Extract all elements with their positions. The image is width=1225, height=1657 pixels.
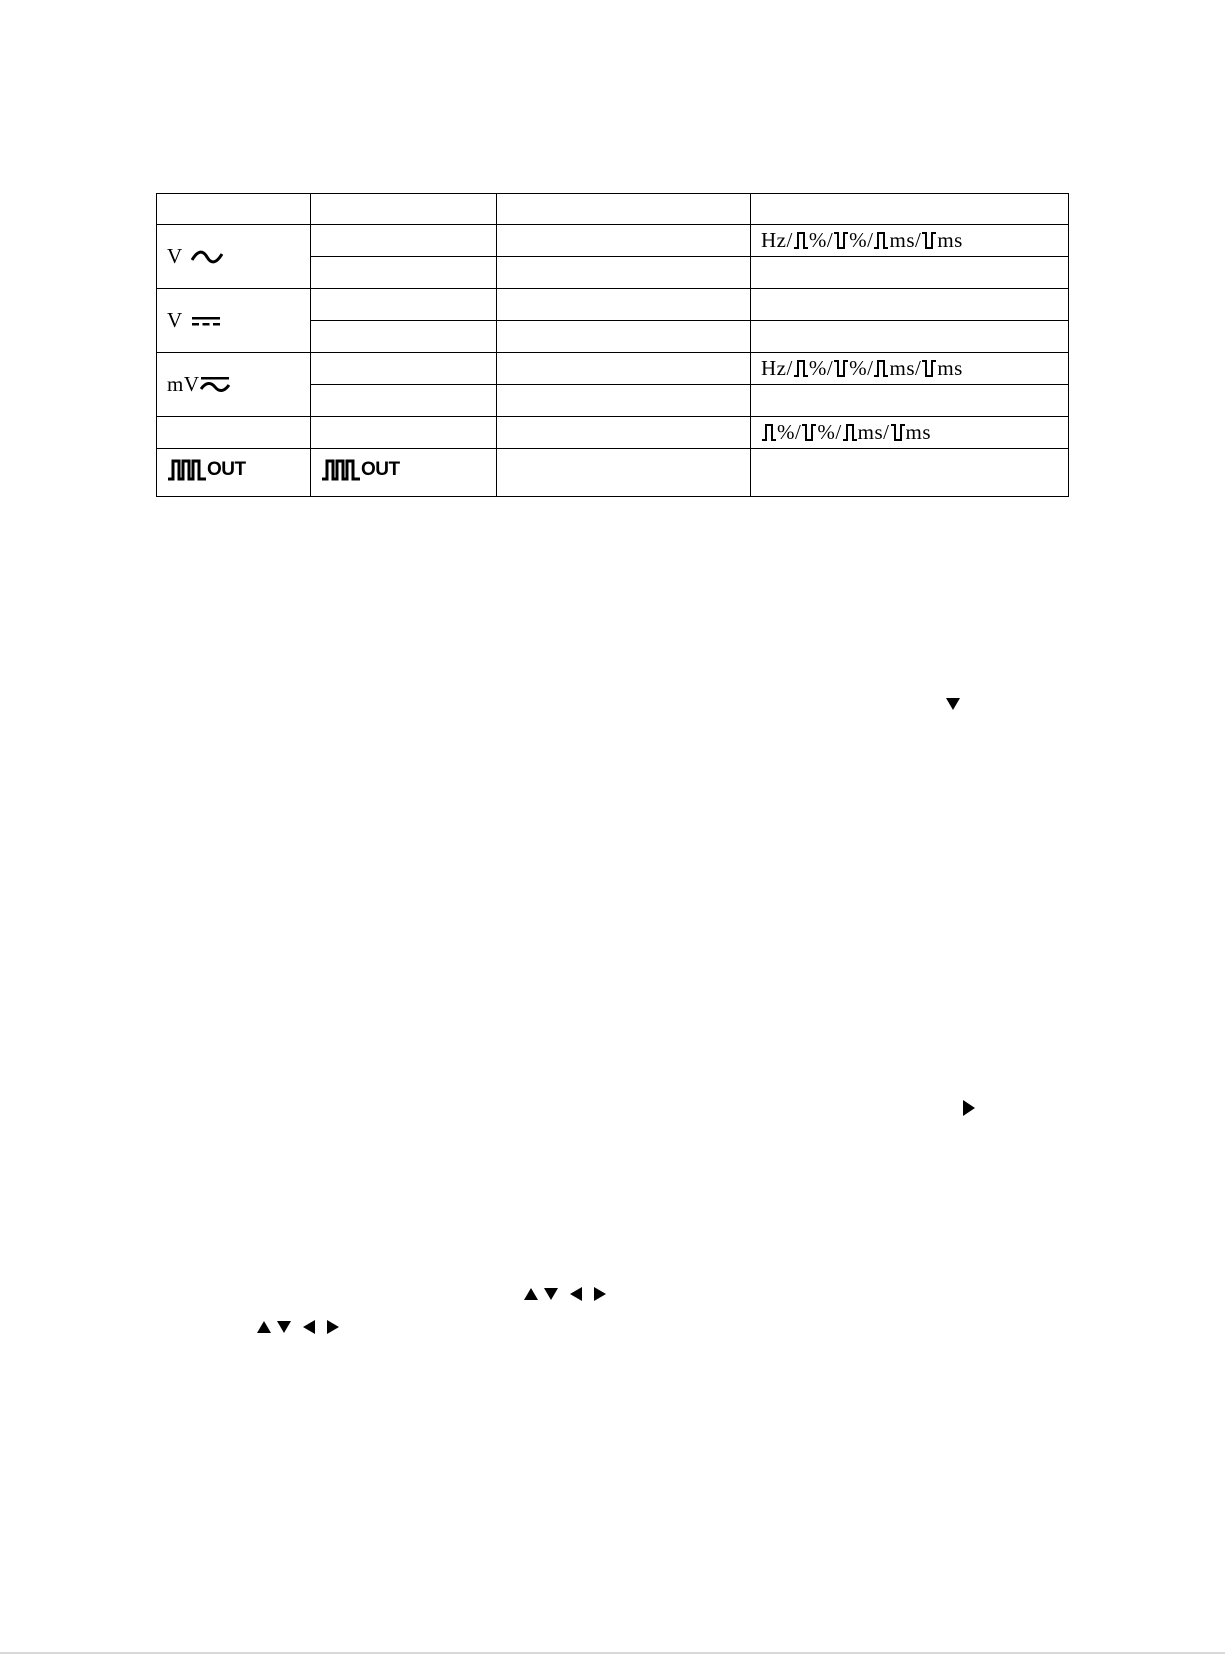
positive-pulse-icon — [842, 422, 858, 442]
range-cell — [497, 257, 751, 289]
sub-cell-pulse-out — [311, 449, 497, 497]
secondary-cell — [751, 385, 1069, 417]
pulse-out-icon — [321, 458, 361, 482]
function-cell-vdc — [157, 289, 311, 353]
range-cell — [497, 417, 751, 449]
negative-pulse-icon — [833, 230, 849, 250]
down-arrow-icon — [946, 698, 960, 710]
header-cell — [157, 194, 311, 225]
secondary-cell: Hz/ %/ %/ ms/ ms — [751, 225, 1069, 257]
down-arrow-icon — [277, 1321, 291, 1333]
left-arrow-icon — [303, 1320, 315, 1334]
negative-pulse-icon — [921, 358, 937, 378]
left-arrow-icon — [570, 1287, 582, 1301]
secondary-cell — [751, 449, 1069, 497]
header-cell — [311, 194, 497, 225]
right-arrow-icon — [963, 1100, 975, 1116]
range-cell — [497, 321, 751, 353]
sub-cell — [311, 385, 497, 417]
positive-pulse-icon — [873, 230, 889, 250]
secondary-cell — [751, 321, 1069, 353]
secondary-cell: %/ %/ ms/ ms — [751, 417, 1069, 449]
positive-pulse-icon — [761, 422, 777, 442]
ac-wave-icon — [191, 249, 223, 265]
sub-cell — [311, 225, 497, 257]
dc-line-icon — [191, 314, 221, 328]
sub-cell — [311, 257, 497, 289]
negative-pulse-icon — [801, 422, 817, 442]
range-cell — [497, 385, 751, 417]
function-cell-mv — [157, 353, 311, 417]
secondary-cell — [751, 257, 1069, 289]
pulse-out-label: OUT — [207, 458, 246, 480]
function-table — [156, 193, 1069, 497]
header-cell — [497, 194, 751, 225]
table-row — [157, 417, 1069, 449]
pulse-out-icon — [167, 458, 207, 482]
page-bottom-rule — [0, 1652, 1225, 1654]
range-cell — [497, 225, 751, 257]
down-arrow-icon — [544, 1288, 558, 1300]
negative-pulse-icon — [921, 230, 937, 250]
function-cell — [157, 417, 311, 449]
function-label: V — [167, 308, 183, 332]
positive-pulse-icon — [793, 358, 809, 378]
positive-pulse-icon — [873, 358, 889, 378]
function-cell-vac — [157, 225, 311, 289]
function-label: mV — [167, 372, 200, 396]
right-arrow-icon — [327, 1320, 339, 1334]
table-row — [157, 449, 1069, 497]
ac-dc-icon — [200, 374, 230, 396]
sub-cell — [311, 417, 497, 449]
pulse-out-label: OUT — [361, 458, 400, 480]
function-cell-pulse-out — [157, 449, 311, 497]
nav-arrows-group — [524, 1287, 606, 1301]
range-cell — [497, 289, 751, 321]
nav-arrows-group — [257, 1320, 339, 1334]
negative-pulse-icon — [833, 358, 849, 378]
secondary-cell — [751, 289, 1069, 321]
table-header-row — [157, 194, 1069, 225]
up-arrow-icon — [524, 1288, 538, 1300]
sub-cell — [311, 353, 497, 385]
up-arrow-icon — [257, 1321, 271, 1333]
header-cell — [751, 194, 1069, 225]
sub-cell — [311, 289, 497, 321]
table-row — [157, 289, 1069, 321]
right-arrow-icon — [594, 1287, 606, 1301]
sub-cell — [311, 321, 497, 353]
table-row — [157, 225, 1069, 257]
function-label: V — [167, 244, 183, 268]
secondary-cell: Hz/ %/ %/ ms/ ms — [751, 353, 1069, 385]
table-row — [157, 353, 1069, 385]
range-cell — [497, 449, 751, 497]
positive-pulse-icon — [793, 230, 809, 250]
range-cell — [497, 353, 751, 385]
negative-pulse-icon — [890, 422, 906, 442]
